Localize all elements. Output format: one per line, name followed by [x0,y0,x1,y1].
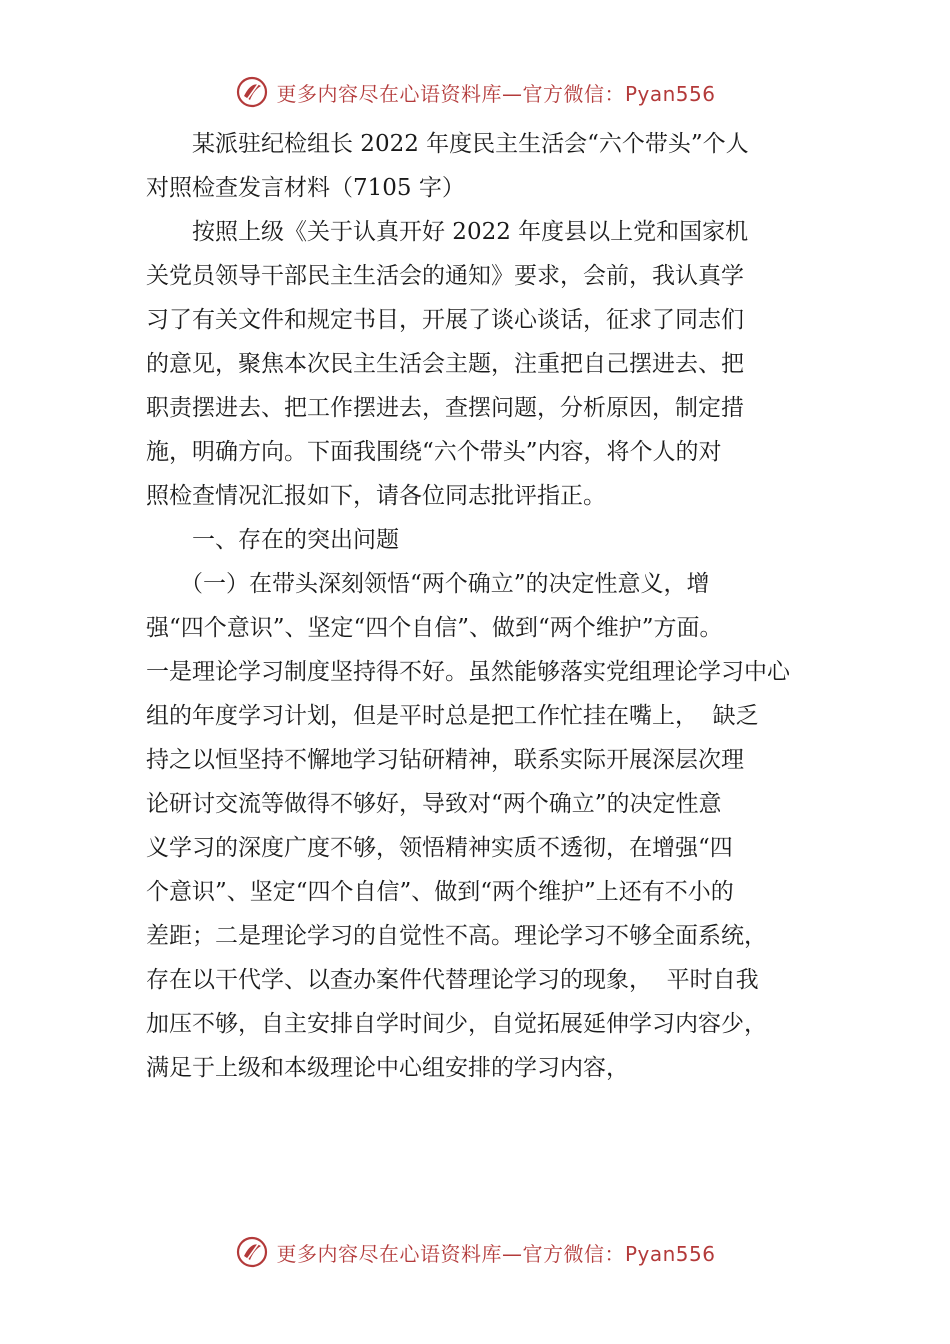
paragraph-line: 存在以干代学、以查办案件代替理论学习的现象， 平时自我 [146,967,759,993]
paragraph-line: 满足于上级和本级理论中心组安排的学习内容， [146,1055,629,1081]
document-body [146,122,818,1090]
subsection-heading: （一）在带头深刻领悟“两个确立”的决定性意义，增 [180,571,710,597]
paragraph-line: 一是理论学习制度坚持得不好。虽然能够落实党组理论学习中心 [146,659,790,685]
paragraph-line: 义学习的深度广度不够，领悟精神实质不透彻，在增强“四 [146,835,733,861]
paragraph-line: 差距；二是理论学习的自觉性不高。理论学习不够全面系统， [146,923,767,949]
section-heading: 一、存在的突出问题 [192,527,399,553]
paragraph-line: 持之以恒坚持不懈地学习钻研精神，联系实际开展深层次理 [146,747,744,773]
logo-icon [234,74,270,110]
paragraph-line: 职责摆进去、把工作摆进去，查摆问题，分析原因，制定措 [146,395,744,421]
paragraph-line: 论研讨交流等做得不够好，导致对“两个确立”的决定性意 [146,791,722,817]
title-line-2: 对照检查发言材料（7105 字） [146,175,465,201]
header-watermark [0,72,950,112]
paragraph-line: 的意见，聚焦本次民主生活会主题，注重把自己摆进去、把 [146,351,744,377]
watermark-text: 更多内容尽在心语资料库—官方微信：Pyan556 [276,81,716,106]
paragraph-line: 施，明确方向。下面我围绕“六个带头”内容，将个人的对 [146,439,722,465]
paragraph-line: 加压不够，自主安排自学时间少，自觉拓展延伸学习内容少， [146,1011,767,1037]
paragraph-line: 照检查情况汇报如下，请各位同志批评指正。 [146,483,606,509]
subsection-heading-cont: 强“四个意识”、坚定“四个自信”、做到“两个维护”方面。 [146,615,723,641]
paragraph-line: 组的年度学习计划，但是平时总是把工作忙挂在嘴上， 缺乏 [146,703,759,729]
paragraph-line: 个意识”、坚定“四个自信”、做到“两个维护”上还有不小的 [146,879,734,905]
paragraph-line: 关党员领导干部民主生活会的通知》要求，会前，我认真学 [146,263,744,289]
paragraph-line: 习了有关文件和规定书目，开展了谈心谈话，征求了同志们 [146,307,744,333]
logo-icon [234,1234,270,1270]
title-line-1: 某派驻纪检组长 2022 年度民主生活会“六个带头”个人 [192,131,749,157]
paragraph-line: 按照上级《关于认真开好 2022 年度县以上党和国家机 [192,219,749,245]
watermark-text: 更多内容尽在心语资料库—官方微信：Pyan556 [276,1241,716,1266]
footer-watermark [0,1232,950,1272]
